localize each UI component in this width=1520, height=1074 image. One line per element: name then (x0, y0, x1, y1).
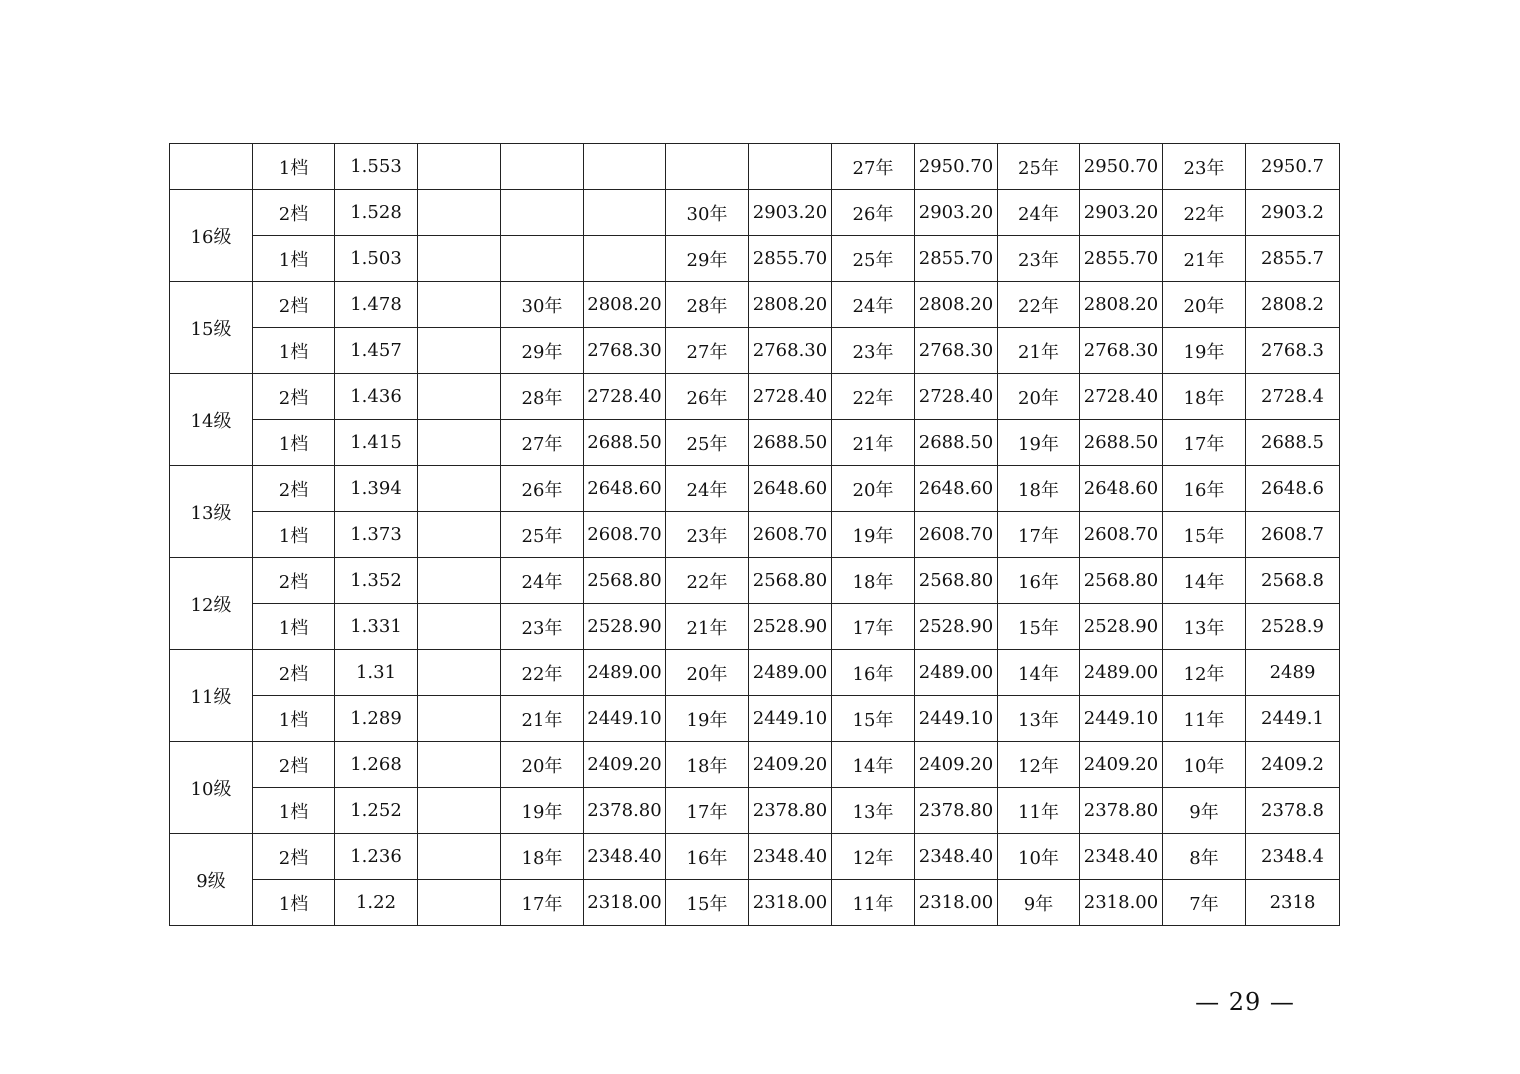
years-cell-1 (501, 236, 584, 282)
amount-cell-3: 2568.80 (915, 558, 998, 604)
table-row (170, 604, 1340, 650)
years-cell-3: 11年 (832, 880, 915, 926)
years-cell-4: 19年 (998, 420, 1080, 466)
years-cell-5: 22年 (1163, 190, 1246, 236)
years-cell-1 (501, 144, 584, 190)
amount-cell-5: 2648.6 (1246, 466, 1340, 512)
amount-cell-1 (584, 190, 666, 236)
amount-cell-4: 2855.70 (1080, 236, 1163, 282)
amount-cell-2: 2808.20 (749, 282, 832, 328)
amount-cell-1: 2378.80 (584, 788, 666, 834)
years-cell-1: 19年 (501, 788, 584, 834)
amount-cell-4: 2409.20 (1080, 742, 1163, 788)
amount-cell-2: 2489.00 (749, 650, 832, 696)
coefficient-cell: 1.373 (335, 512, 418, 558)
years-cell-2: 25年 (666, 420, 749, 466)
amount-cell-2: 2608.70 (749, 512, 832, 558)
years-cell-3: 20年 (832, 466, 915, 512)
grade-cell: 1档 (253, 328, 335, 374)
amount-cell-1: 2489.00 (584, 650, 666, 696)
amount-cell-2: 2903.20 (749, 190, 832, 236)
years-cell-1: 18年 (501, 834, 584, 880)
years-cell-4: 25年 (998, 144, 1080, 190)
years-cell-4: 23年 (998, 236, 1080, 282)
years-cell-4: 15年 (998, 604, 1080, 650)
amount-cell-5: 2808.2 (1246, 282, 1340, 328)
grade-cell: 1档 (253, 696, 335, 742)
years-cell-5: 12年 (1163, 650, 1246, 696)
salary-table (169, 143, 1340, 926)
amount-cell-2: 2449.10 (749, 696, 832, 742)
years-cell-5: 7年 (1163, 880, 1246, 926)
amount-cell-1 (584, 144, 666, 190)
grade-cell: 1档 (253, 512, 335, 558)
grade-cell: 1档 (253, 420, 335, 466)
amount-cell-4: 2950.70 (1080, 144, 1163, 190)
years-cell-3: 18年 (832, 558, 915, 604)
amount-cell-4: 2768.30 (1080, 328, 1163, 374)
years-cell-5: 16年 (1163, 466, 1246, 512)
years-cell-1: 30年 (501, 282, 584, 328)
blank-cell (418, 512, 501, 558)
grade-cell: 1档 (253, 880, 335, 926)
amount-cell-5: 2728.4 (1246, 374, 1340, 420)
table-row (170, 696, 1340, 742)
years-cell-4: 12年 (998, 742, 1080, 788)
years-cell-2: 18年 (666, 742, 749, 788)
years-cell-3: 27年 (832, 144, 915, 190)
blank-cell (418, 190, 501, 236)
blank-cell (418, 558, 501, 604)
years-cell-5: 14年 (1163, 558, 1246, 604)
years-cell-2: 22年 (666, 558, 749, 604)
amount-cell-4: 2903.20 (1080, 190, 1163, 236)
years-cell-5: 13年 (1163, 604, 1246, 650)
amount-cell-5: 2903.2 (1246, 190, 1340, 236)
amount-cell-4: 2608.70 (1080, 512, 1163, 558)
years-cell-3: 13年 (832, 788, 915, 834)
grade-cell: 1档 (253, 788, 335, 834)
coefficient-cell: 1.22 (335, 880, 418, 926)
amount-cell-1: 2449.10 (584, 696, 666, 742)
amount-cell-5: 2449.1 (1246, 696, 1340, 742)
table-row (170, 834, 1340, 880)
blank-cell (418, 144, 501, 190)
years-cell-3: 19年 (832, 512, 915, 558)
amount-cell-3: 2768.30 (915, 328, 998, 374)
amount-cell-3: 2378.80 (915, 788, 998, 834)
grade-cell: 2档 (253, 650, 335, 696)
years-cell-1 (501, 190, 584, 236)
amount-cell-2: 2318.00 (749, 880, 832, 926)
years-cell-2: 29年 (666, 236, 749, 282)
amount-cell-5: 2768.3 (1246, 328, 1340, 374)
level-cell (170, 144, 253, 190)
table-row (170, 466, 1340, 512)
years-cell-2: 23年 (666, 512, 749, 558)
years-cell-4: 18年 (998, 466, 1080, 512)
amount-cell-4: 2728.40 (1080, 374, 1163, 420)
years-cell-2: 20年 (666, 650, 749, 696)
years-cell-5: 9年 (1163, 788, 1246, 834)
years-cell-1: 25年 (501, 512, 584, 558)
amount-cell-3: 2648.60 (915, 466, 998, 512)
amount-cell-2: 2688.50 (749, 420, 832, 466)
coefficient-cell: 1.352 (335, 558, 418, 604)
level-cell: 15级 (170, 282, 253, 374)
amount-cell-3: 2903.20 (915, 190, 998, 236)
amount-cell-1: 2768.30 (584, 328, 666, 374)
years-cell-4: 17年 (998, 512, 1080, 558)
amount-cell-4: 2648.60 (1080, 466, 1163, 512)
blank-cell (418, 880, 501, 926)
years-cell-4: 21年 (998, 328, 1080, 374)
amount-cell-4: 2568.80 (1080, 558, 1163, 604)
grade-cell: 2档 (253, 190, 335, 236)
years-cell-4: 22年 (998, 282, 1080, 328)
amount-cell-2 (749, 144, 832, 190)
amount-cell-5: 2318 (1246, 880, 1340, 926)
table-row (170, 650, 1340, 696)
table-row (170, 880, 1340, 926)
years-cell-5: 11年 (1163, 696, 1246, 742)
years-cell-1: 17年 (501, 880, 584, 926)
amount-cell-5: 2608.7 (1246, 512, 1340, 558)
amount-cell-4: 2449.10 (1080, 696, 1163, 742)
amount-cell-4: 2318.00 (1080, 880, 1163, 926)
table-row (170, 558, 1340, 604)
amount-cell-1: 2688.50 (584, 420, 666, 466)
amount-cell-5: 2528.9 (1246, 604, 1340, 650)
level-cell: 11级 (170, 650, 253, 742)
amount-cell-1: 2348.40 (584, 834, 666, 880)
coefficient-cell: 1.436 (335, 374, 418, 420)
years-cell-5: 15年 (1163, 512, 1246, 558)
years-cell-1: 27年 (501, 420, 584, 466)
blank-cell (418, 650, 501, 696)
coefficient-cell: 1.289 (335, 696, 418, 742)
amount-cell-1: 2648.60 (584, 466, 666, 512)
years-cell-4: 14年 (998, 650, 1080, 696)
table-row (170, 420, 1340, 466)
years-cell-4: 11年 (998, 788, 1080, 834)
coefficient-cell: 1.31 (335, 650, 418, 696)
blank-cell (418, 742, 501, 788)
blank-cell (418, 420, 501, 466)
amount-cell-3: 2528.90 (915, 604, 998, 650)
amount-cell-4: 2808.20 (1080, 282, 1163, 328)
coefficient-cell: 1.394 (335, 466, 418, 512)
grade-cell: 2档 (253, 466, 335, 512)
blank-cell (418, 604, 501, 650)
amount-cell-2: 2348.40 (749, 834, 832, 880)
table-row (170, 144, 1340, 190)
amount-cell-5: 2950.7 (1246, 144, 1340, 190)
amount-cell-3: 2449.10 (915, 696, 998, 742)
table-body (170, 144, 1340, 926)
years-cell-2: 26年 (666, 374, 749, 420)
grade-cell: 2档 (253, 834, 335, 880)
level-cell: 12级 (170, 558, 253, 650)
years-cell-5: 19年 (1163, 328, 1246, 374)
years-cell-3: 26年 (832, 190, 915, 236)
grade-cell: 1档 (253, 604, 335, 650)
years-cell-2 (666, 144, 749, 190)
amount-cell-3: 2950.70 (915, 144, 998, 190)
years-cell-4: 9年 (998, 880, 1080, 926)
amount-cell-2: 2528.90 (749, 604, 832, 650)
coefficient-cell: 1.252 (335, 788, 418, 834)
amount-cell-4: 2348.40 (1080, 834, 1163, 880)
years-cell-2: 16年 (666, 834, 749, 880)
years-cell-2: 28年 (666, 282, 749, 328)
years-cell-1: 23年 (501, 604, 584, 650)
years-cell-3: 16年 (832, 650, 915, 696)
amount-cell-1: 2318.00 (584, 880, 666, 926)
amount-cell-1: 2608.70 (584, 512, 666, 558)
amount-cell-1: 2409.20 (584, 742, 666, 788)
amount-cell-2: 2378.80 (749, 788, 832, 834)
table-row (170, 788, 1340, 834)
blank-cell (418, 236, 501, 282)
years-cell-1: 24年 (501, 558, 584, 604)
years-cell-1: 20年 (501, 742, 584, 788)
amount-cell-1: 2808.20 (584, 282, 666, 328)
amount-cell-1: 2528.90 (584, 604, 666, 650)
amount-cell-3: 2489.00 (915, 650, 998, 696)
level-cell: 10级 (170, 742, 253, 834)
amount-cell-1: 2728.40 (584, 374, 666, 420)
amount-cell-2: 2409.20 (749, 742, 832, 788)
page-number: — 29 — (1195, 988, 1295, 1016)
amount-cell-3: 2318.00 (915, 880, 998, 926)
years-cell-5: 20年 (1163, 282, 1246, 328)
years-cell-2: 21年 (666, 604, 749, 650)
amount-cell-4: 2489.00 (1080, 650, 1163, 696)
blank-cell (418, 328, 501, 374)
grade-cell: 1档 (253, 144, 335, 190)
amount-cell-2: 2648.60 (749, 466, 832, 512)
table-row (170, 512, 1340, 558)
years-cell-3: 22年 (832, 374, 915, 420)
grade-cell: 1档 (253, 236, 335, 282)
table-row (170, 328, 1340, 374)
amount-cell-4: 2688.50 (1080, 420, 1163, 466)
amount-cell-3: 2855.70 (915, 236, 998, 282)
coefficient-cell: 1.457 (335, 328, 418, 374)
years-cell-2: 27年 (666, 328, 749, 374)
years-cell-1: 21年 (501, 696, 584, 742)
amount-cell-5: 2348.4 (1246, 834, 1340, 880)
level-cell: 9级 (170, 834, 253, 926)
amount-cell-5: 2489 (1246, 650, 1340, 696)
grade-cell: 2档 (253, 742, 335, 788)
amount-cell-2: 2768.30 (749, 328, 832, 374)
coefficient-cell: 1.268 (335, 742, 418, 788)
blank-cell (418, 282, 501, 328)
years-cell-3: 23年 (832, 328, 915, 374)
table-row (170, 282, 1340, 328)
amount-cell-4: 2378.80 (1080, 788, 1163, 834)
years-cell-3: 17年 (832, 604, 915, 650)
grade-cell: 2档 (253, 374, 335, 420)
years-cell-4: 20年 (998, 374, 1080, 420)
table-row (170, 190, 1340, 236)
amount-cell-3: 2348.40 (915, 834, 998, 880)
blank-cell (418, 374, 501, 420)
table-row (170, 374, 1340, 420)
years-cell-2: 30年 (666, 190, 749, 236)
level-cell: 14级 (170, 374, 253, 466)
years-cell-5: 17年 (1163, 420, 1246, 466)
amount-cell-4: 2528.90 (1080, 604, 1163, 650)
amount-cell-3: 2688.50 (915, 420, 998, 466)
years-cell-1: 28年 (501, 374, 584, 420)
coefficient-cell: 1.528 (335, 190, 418, 236)
years-cell-3: 15年 (832, 696, 915, 742)
years-cell-5: 10年 (1163, 742, 1246, 788)
amount-cell-5: 2568.8 (1246, 558, 1340, 604)
amount-cell-5: 2688.5 (1246, 420, 1340, 466)
years-cell-5: 8年 (1163, 834, 1246, 880)
amount-cell-5: 2409.2 (1246, 742, 1340, 788)
table-row (170, 742, 1340, 788)
years-cell-1: 22年 (501, 650, 584, 696)
years-cell-2: 19年 (666, 696, 749, 742)
years-cell-4: 13年 (998, 696, 1080, 742)
level-cell: 13级 (170, 466, 253, 558)
amount-cell-3: 2808.20 (915, 282, 998, 328)
amount-cell-2: 2568.80 (749, 558, 832, 604)
amount-cell-1 (584, 236, 666, 282)
years-cell-3: 12年 (832, 834, 915, 880)
years-cell-3: 21年 (832, 420, 915, 466)
years-cell-4: 10年 (998, 834, 1080, 880)
years-cell-5: 21年 (1163, 236, 1246, 282)
grade-cell: 2档 (253, 558, 335, 604)
level-cell: 16级 (170, 190, 253, 282)
amount-cell-3: 2728.40 (915, 374, 998, 420)
years-cell-4: 16年 (998, 558, 1080, 604)
coefficient-cell: 1.503 (335, 236, 418, 282)
years-cell-3: 14年 (832, 742, 915, 788)
grade-cell: 2档 (253, 282, 335, 328)
years-cell-2: 15年 (666, 880, 749, 926)
years-cell-3: 25年 (832, 236, 915, 282)
coefficient-cell: 1.553 (335, 144, 418, 190)
blank-cell (418, 788, 501, 834)
amount-cell-5: 2378.8 (1246, 788, 1340, 834)
years-cell-2: 24年 (666, 466, 749, 512)
years-cell-2: 17年 (666, 788, 749, 834)
years-cell-1: 26年 (501, 466, 584, 512)
amount-cell-3: 2608.70 (915, 512, 998, 558)
blank-cell (418, 696, 501, 742)
coefficient-cell: 1.478 (335, 282, 418, 328)
amount-cell-2: 2728.40 (749, 374, 832, 420)
amount-cell-1: 2568.80 (584, 558, 666, 604)
blank-cell (418, 834, 501, 880)
amount-cell-3: 2409.20 (915, 742, 998, 788)
coefficient-cell: 1.415 (335, 420, 418, 466)
coefficient-cell: 1.331 (335, 604, 418, 650)
years-cell-3: 24年 (832, 282, 915, 328)
table-row (170, 236, 1340, 282)
blank-cell (418, 466, 501, 512)
years-cell-5: 23年 (1163, 144, 1246, 190)
years-cell-1: 29年 (501, 328, 584, 374)
years-cell-5: 18年 (1163, 374, 1246, 420)
amount-cell-5: 2855.7 (1246, 236, 1340, 282)
coefficient-cell: 1.236 (335, 834, 418, 880)
amount-cell-2: 2855.70 (749, 236, 832, 282)
years-cell-4: 24年 (998, 190, 1080, 236)
